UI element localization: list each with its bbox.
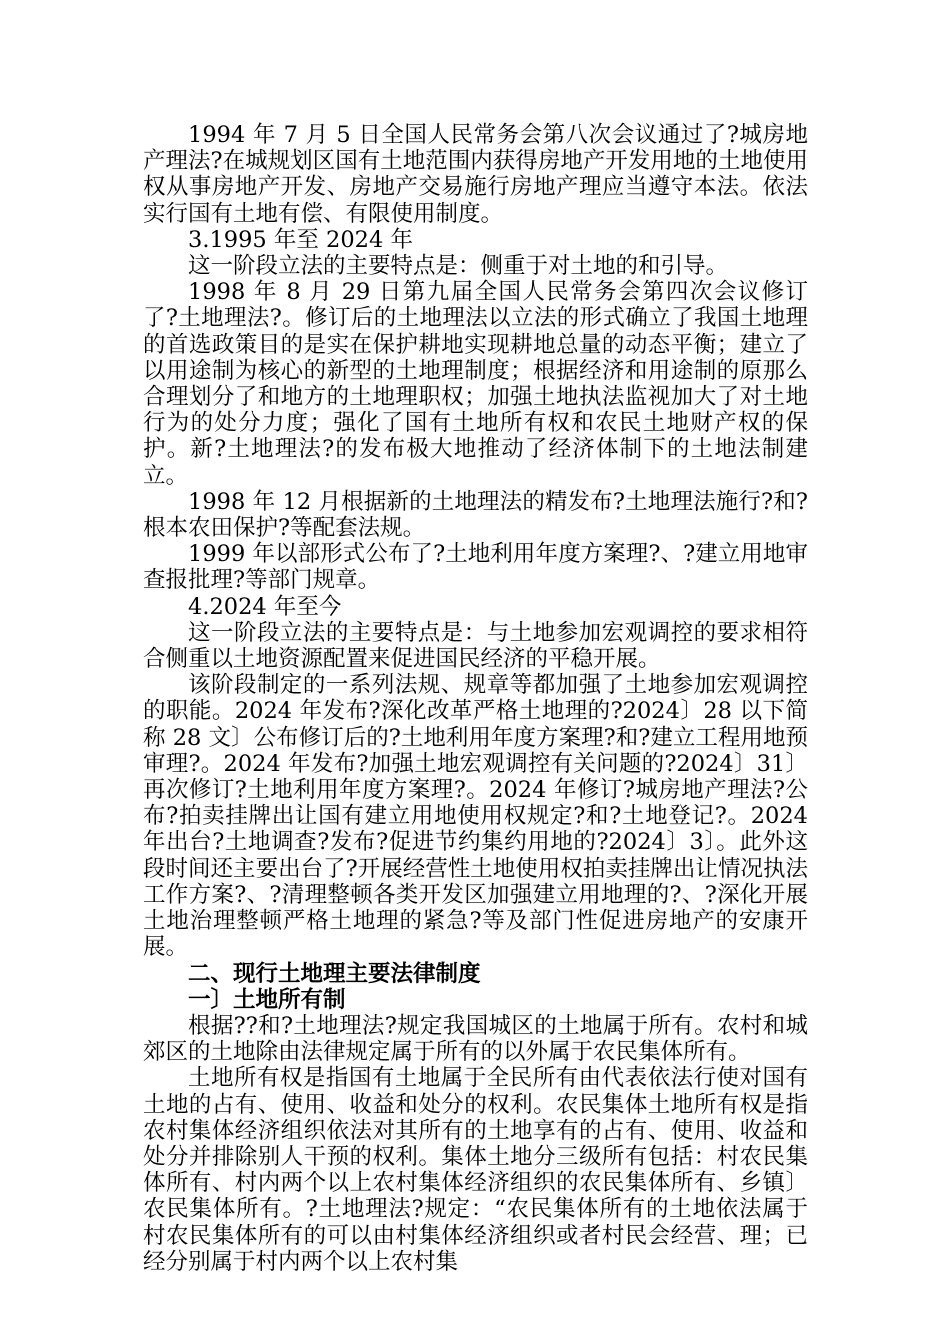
paragraph-land-ownership-basis: 根据??和?土地理法?规定我国城区的土地属于所有。农村和城郊区的土地除由法律规定属于所有的以外属于农民集体所有。: [143, 1012, 808, 1066]
paragraph-1998-revision: 1998 年 8 月 29 日第九届全国人民常务会第四次会议修订了?土地理法?。修订后的土地理法以立法的形式确立了我国土地理的首选政策目的是实在保护耕地实现耕地总量的动态平衡；建立了以用途制为核心的新型的土地理制度；根据经济和用途制的原那么合理划分了和地方的土地理职权；加强土地执法监视加大了对土地行为的处分力度；强化了国有土地所有权和农民土地财产权的保护。新?土地理法?的发布极大地推动了经济体制下的土地法制建立。: [143, 279, 808, 489]
document-page: [143, 122, 808, 1275]
paragraph-stage3-feature: 这一阶段立法的主要特点是：侧重于对土地的和引导。: [188, 253, 729, 280]
paragraph-1998-regulations: 1998 年 12 月根据新的土地理法的精发布?土地理法施行?和?根本农田保护?等配套法规。: [143, 488, 808, 542]
paragraph-1994-real-estate-law: 1994 年 7 月 5 日全国人民常务会第八次会议通过了?城房地产理法?在城规划区国有土地范围内获得房地产开发用地的土地使用权从事房地产开发、房地产交易施行房地产理应当遵守本法。依法实行国有土地有偿、有限使用制度。: [143, 122, 808, 227]
section-two-heading: 二、现行土地理主要法律制度: [188, 960, 481, 987]
subsection-land-ownership-heading: 一〕土地所有制: [188, 986, 346, 1013]
paragraph-land-ownership-definition: 土地所有权是指国有土地属于全民所有由代表依法行使对国有土地的占有、使用、收益和处分的权利。农民集体土地所有权是指农村集体经济组织依法对其所有的土地享有的占有、使用、收益和处分并排除别人干预的权利。集体土地分三级所有包括：村农民集体所有、村内两个以上农村集体经济组织的农民集体所有、乡镇〕农民集体所有。?土地理法?规定：“农民集体所有的土地依法属于村农民集体所有的可以由村集体经济组织或者村民会经营、理；已经分别属于村内两个以上农村集: [143, 1065, 808, 1275]
paragraph-stage4-regulations: 该阶段制定的一系列法规、规章等都加强了土地参加宏观调控的职能。2024 年发布?深化改革严格土地理的?2024〕28 以下简称 28 文〕公布修订后的?土地利用年度方案理?和?建立工程用地预审理?。2024 年发布?加强土地宏观调控有关问题的?2024〕31〕再次修订?土地利用年度方案理?。2024 年修订?城房地产理法?公布?拍卖挂牌出让国有建立用地使用权规定?和?土地登记?。2024 年出台?土地调查?发布?促进节约集约用地的?2024〕3〕。此外这段时间还主要出台了?开展经营性土地使用权拍卖挂牌出让情况执法工作方案?、?清理整顿各类开发区加强建立用地理的?、?深化开展土地治理整顿严格土地理的紧急?等及部门性促进房地产的安康开展。: [143, 672, 808, 961]
paragraph-stage4-feature: 这一阶段立法的主要特点是：与土地参加宏观调控的要求相符合侧重以土地资源配置来促进国民经济的平稳开展。: [143, 619, 808, 673]
paragraph-1999-rules: 1999 年以部形式公布了?土地利用年度方案理?、?建立用地审查报批理?等部门规章。: [143, 541, 808, 594]
section-4-heading: 4.2024 年至今: [188, 593, 342, 620]
section-3-heading: 3.1995 年至 2024 年: [188, 226, 413, 253]
